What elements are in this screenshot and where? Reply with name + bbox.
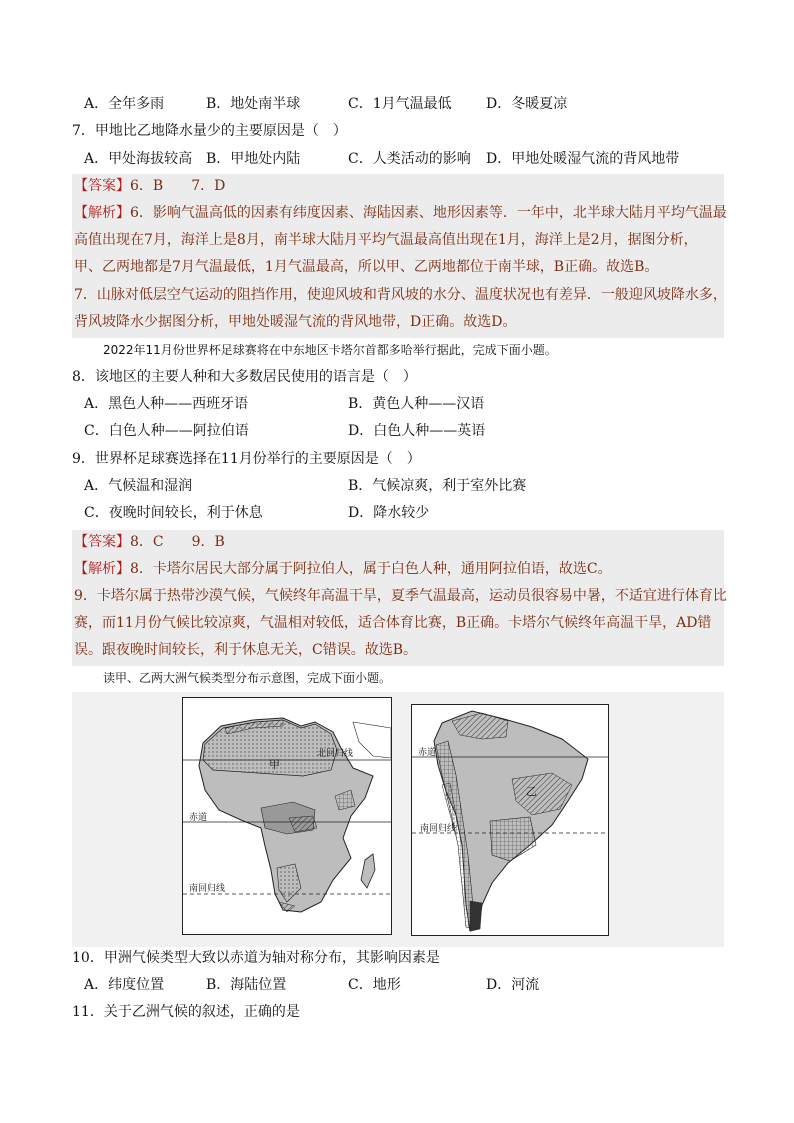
figure-band bbox=[72, 692, 724, 947]
equator-label: 赤道 bbox=[189, 813, 208, 823]
analysis-tag: 【解析】 bbox=[74, 561, 130, 577]
analysis-line-5: 背风坡降水少据图分析，甲地处暖湿气流的背风地带，D正确。故选D。 bbox=[74, 314, 517, 330]
q7-option-b: B．甲地处内陆 bbox=[206, 151, 301, 167]
q9-option-a: A．气候温和湿润 bbox=[84, 478, 193, 494]
answer-line-1 bbox=[74, 176, 225, 196]
q10-option-d: D．河流 bbox=[486, 977, 540, 993]
label-yi: 乙 bbox=[526, 785, 537, 798]
answer-text: 8．C 9．B bbox=[130, 534, 225, 550]
q10-option-c: C．地形 bbox=[348, 977, 401, 993]
answer-tag: 【答案】 bbox=[74, 534, 130, 550]
analysis-line-4: 7．山脉对低层空气运动的阻挡作用，使迎风坡和背风坡的水分、温度状况也有差异．一般迎风坡降水多， bbox=[74, 287, 727, 303]
africa-map-drawing bbox=[183, 698, 391, 934]
answer-text: 6．B 7．D bbox=[130, 178, 226, 194]
section-intro-1: 2022年11月份世界杯足球赛将在中东地区卡塔尔首都多哈举行据此，完成下面小题。 bbox=[103, 343, 557, 357]
equator-label-right: 赤道 bbox=[418, 748, 437, 758]
q8-option-a: A．黑色人种——西班牙语 bbox=[84, 396, 249, 412]
q9-stem: 9．世界杯足球赛选择在11月份举行的主要原因是（ ） bbox=[72, 451, 421, 467]
north-tropic-label: 北回归线 bbox=[317, 749, 354, 759]
q8-option-d: D．白色人种——英语 bbox=[348, 423, 486, 439]
label-jia: 甲 bbox=[269, 758, 280, 771]
q8-option-b: B．黄色人种——汉语 bbox=[348, 396, 485, 412]
analysis-line-3: 甲、乙两地都是7月气温最低，1月气温最高，所以甲、乙两地都位于南半球，B正确。故选B。 bbox=[74, 259, 659, 275]
q6-option-c: C．1月气温最低 bbox=[348, 96, 452, 112]
q10-stem: 10．甲洲气候类型大致以赤道为轴对称分布，其影响因素是 bbox=[72, 950, 440, 966]
q11-stem: 11．关于乙洲气候的叙述，正确的是 bbox=[72, 1004, 300, 1020]
analysis-line-2: 高值出现在7月，海洋上是8月，南半球大陆月平均气温最高值出现在1月，海洋上是2月，据图分析， bbox=[74, 232, 698, 248]
q7-option-d: D．甲地处暖湿气流的背风地带 bbox=[486, 151, 680, 167]
q7-option-a: A．甲处海拔较高 bbox=[84, 151, 193, 167]
q7-option-c: C．人类活动的影响 bbox=[348, 151, 471, 167]
analysis-line-1 bbox=[74, 203, 727, 223]
q7-stem: 7．甲地比乙地降水量少的主要原因是（ ） bbox=[72, 123, 347, 139]
south-america-climate-map bbox=[411, 704, 609, 936]
analysis-text: 8．卡塔尔居民大部分属于阿拉伯人，属于白色人种，通用阿拉伯语，故选C。 bbox=[130, 561, 612, 577]
q8-stem: 8．该地区的主要人种和大多数居民使用的语言是（ ） bbox=[72, 369, 417, 385]
q10-option-b: B．海陆位置 bbox=[206, 977, 287, 993]
analysis-line-7: 9．卡塔尔属于热带沙漠气候，气候终年高温干旱，夏季气温最高，运动员很容易中暑，不适宜进行体育比 bbox=[74, 588, 727, 604]
q6-option-d: D．冬暖夏凉 bbox=[486, 96, 568, 112]
south-tropic-label-right: 南回归线 bbox=[420, 824, 457, 834]
q9-option-c: C．夜晚时间较长，利于休息 bbox=[84, 505, 263, 521]
south-america-map-drawing bbox=[412, 705, 608, 935]
analysis-line-9: 误。跟夜晚时间较长，利于休息无关，C错误。故选B。 bbox=[74, 642, 417, 658]
africa-climate-map bbox=[182, 697, 392, 935]
q8-option-c: C．白色人种——阿拉伯语 bbox=[84, 423, 249, 439]
analysis-text: 6．影响气温高低的因素有纬度因素、海陆因素、地形因素等．一年中，北半球大陆月平均气温最 bbox=[130, 205, 727, 221]
answer-line-2 bbox=[74, 532, 225, 552]
analysis-line-8: 赛，而11月份气候比较凉爽，气温相对较低，适合体育比赛，B正确。卡塔尔气候终年高温干旱，AD错 bbox=[74, 615, 712, 631]
section-intro-2: 读甲、乙两大洲气候类型分布示意图，完成下面小题。 bbox=[103, 671, 392, 685]
south-tropic-label: 南回归线 bbox=[189, 884, 226, 894]
analysis-line-6 bbox=[74, 559, 612, 579]
q10-option-a: A．纬度位置 bbox=[84, 977, 165, 993]
analysis-tag: 【解析】 bbox=[74, 205, 130, 221]
q9-option-b: B．气候凉爽，利于室外比赛 bbox=[348, 478, 527, 494]
q6-option-b: B．地处南半球 bbox=[206, 96, 301, 112]
q6-option-a: A．全年多雨 bbox=[84, 96, 165, 112]
q9-option-d: D．降水较少 bbox=[348, 505, 430, 521]
answer-tag: 【答案】 bbox=[74, 178, 130, 194]
